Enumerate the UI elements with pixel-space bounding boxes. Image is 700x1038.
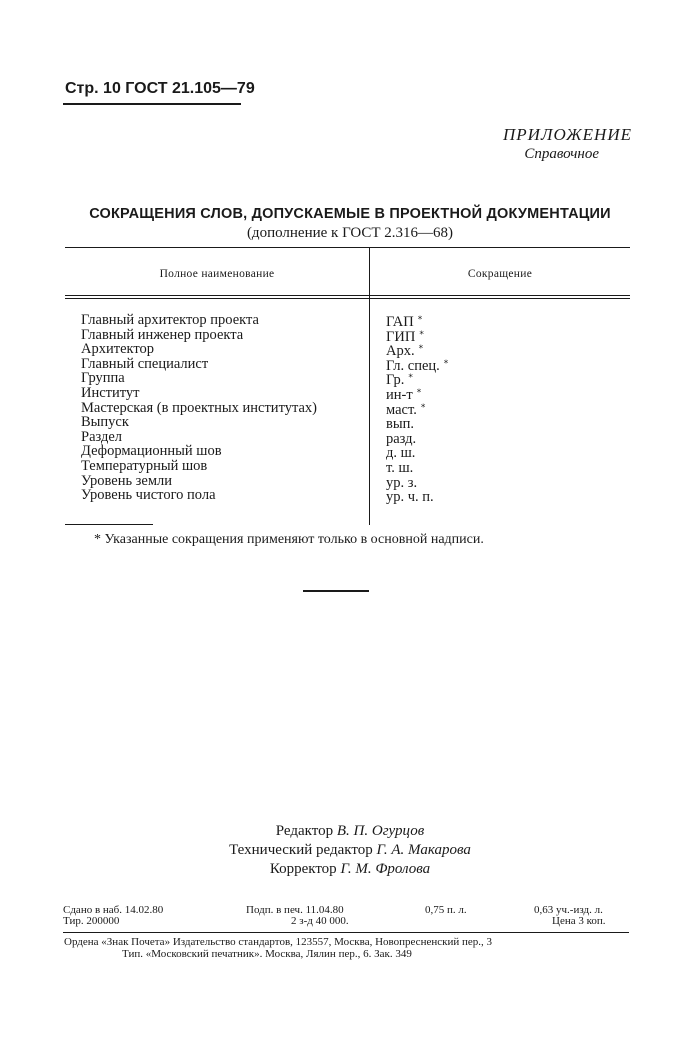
publisher-line: Ордена «Знак Почета» Издательство стандартов, 123557, Москва, Новопресненский пер., 3: [64, 936, 492, 948]
abbr-text: ур. ч. п.: [386, 489, 434, 506]
page-header: Стр. 10 ГОСТ 21.105—79: [65, 80, 255, 97]
abbr-text: Гр.: [386, 372, 405, 389]
table-cell-abbr: [386, 474, 448, 489]
document-title: СОКРАЩЕНИЯ СЛОВ, ДОПУСКАЕМЫЕ В ПРОЕКТНОЙ ДОКУМЕНТАЦИИ: [89, 206, 611, 222]
imprint-signed: Подп. в печ. 11.04.80: [246, 904, 344, 916]
table-row: Группа: [81, 370, 125, 387]
abbr-text: д. ш.: [386, 445, 416, 462]
asterisk-mark: *: [419, 329, 424, 340]
table-row: Архитектор: [81, 341, 155, 358]
table-cell-abbr: [386, 415, 448, 433]
table-top-rule: [65, 247, 630, 248]
asterisk-mark: *: [408, 373, 413, 384]
credit-tech-editor: [0, 841, 700, 860]
footnote-rule: [65, 524, 153, 525]
page-header-rule: [63, 103, 241, 105]
imprint-order: 2 з-д 40 000.: [291, 915, 349, 927]
imprint-sheets: 0,75 п. л.: [425, 904, 467, 916]
asterisk-mark: *: [420, 402, 426, 413]
document-subtitle: (дополнение к ГОСТ 2.316—68): [246, 225, 454, 241]
table-row: Выпуск: [81, 414, 129, 431]
table-row: Раздел: [81, 428, 123, 445]
imprint-rule: [63, 932, 629, 933]
table-row: Мастерская (в проектных институтах): [81, 399, 317, 416]
table-row: Институт: [81, 384, 140, 401]
appendix-subtitle: Справочное: [524, 146, 599, 162]
table-cell-abbr: [386, 342, 448, 360]
table-abbreviations: [386, 313, 449, 506]
abbr-text: ГИП: [386, 328, 416, 345]
credit-proofreader: [0, 860, 700, 879]
table-cell-abbr: [386, 430, 448, 445]
credit-role: Корректор: [269, 861, 337, 877]
credits: [0, 822, 700, 879]
table-row: Главный архитектор проекта: [81, 312, 259, 328]
table-row: Уровень чистого пола: [81, 487, 216, 504]
credit-role: Редактор: [275, 823, 334, 839]
table-row: Уровень земли: [81, 472, 173, 489]
abbr-text: ин-т: [386, 386, 413, 403]
abbr-text: маст.: [386, 401, 417, 418]
table-cell-abbr: [386, 444, 448, 462]
abbr-text: ур. з.: [386, 474, 418, 491]
table-cell-abbr: [386, 357, 448, 372]
imprint-run: Тир. 200000: [63, 915, 120, 927]
table-row: Главный специалист: [81, 355, 209, 372]
abbr-text: разд.: [386, 430, 417, 447]
table-cell-abbr: [386, 459, 448, 474]
imprint-sent: Сдано в наб. 14.02.80: [63, 904, 164, 916]
table-row: Главный инженер проекта: [81, 326, 244, 343]
table-column-divider: [369, 248, 370, 525]
table-cell-abbr: [386, 386, 448, 401]
credit-name: Г. М. Фролова: [340, 861, 431, 877]
credit-editor: [0, 822, 700, 841]
table-full-names: [81, 313, 317, 503]
asterisk-mark: *: [417, 315, 423, 325]
footnote: * Указанные сокращения применяют только в основной надписи.: [94, 532, 484, 547]
table-cell-abbr: [386, 328, 448, 343]
table-cell-abbr: [386, 401, 448, 416]
table-row: Деформационный шов: [81, 443, 222, 460]
abbr-text: Гл. спец.: [386, 357, 440, 374]
table-row: Температурный шов: [81, 457, 208, 474]
table-cell-abbr: [386, 488, 448, 506]
asterisk-mark: *: [443, 358, 449, 369]
column-header-abbreviation: Сокращение: [467, 268, 533, 280]
appendix-label: ПРИЛОЖЕНИЕ: [503, 125, 632, 144]
asterisk-mark: *: [416, 387, 422, 398]
credit-name: Г. А. Макарова: [376, 842, 471, 858]
imprint-pub-sheets: 0,63 уч.-изд. л.: [534, 904, 603, 916]
abbr-text: Арх.: [386, 343, 415, 360]
imprint-price: Цена 3 коп.: [552, 915, 606, 927]
credit-name: В. П. Огурцов: [336, 823, 425, 839]
table-cell-abbr: [386, 313, 448, 328]
abbr-text: т. ш.: [386, 459, 414, 476]
table-header-rule-double: [65, 298, 630, 299]
credit-role: Технический редактор: [229, 842, 373, 858]
asterisk-mark: *: [418, 344, 424, 355]
abbr-text: вып.: [386, 416, 414, 433]
section-end-rule: [303, 590, 369, 592]
abbr-text: ГАП: [386, 314, 414, 330]
column-header-full-name: Полное наименование: [159, 268, 275, 280]
table-header-rule: [65, 295, 630, 296]
printer-line: Тип. «Московский печатник». Москва, Лялин пер., 6. Зак. 349: [122, 948, 412, 960]
